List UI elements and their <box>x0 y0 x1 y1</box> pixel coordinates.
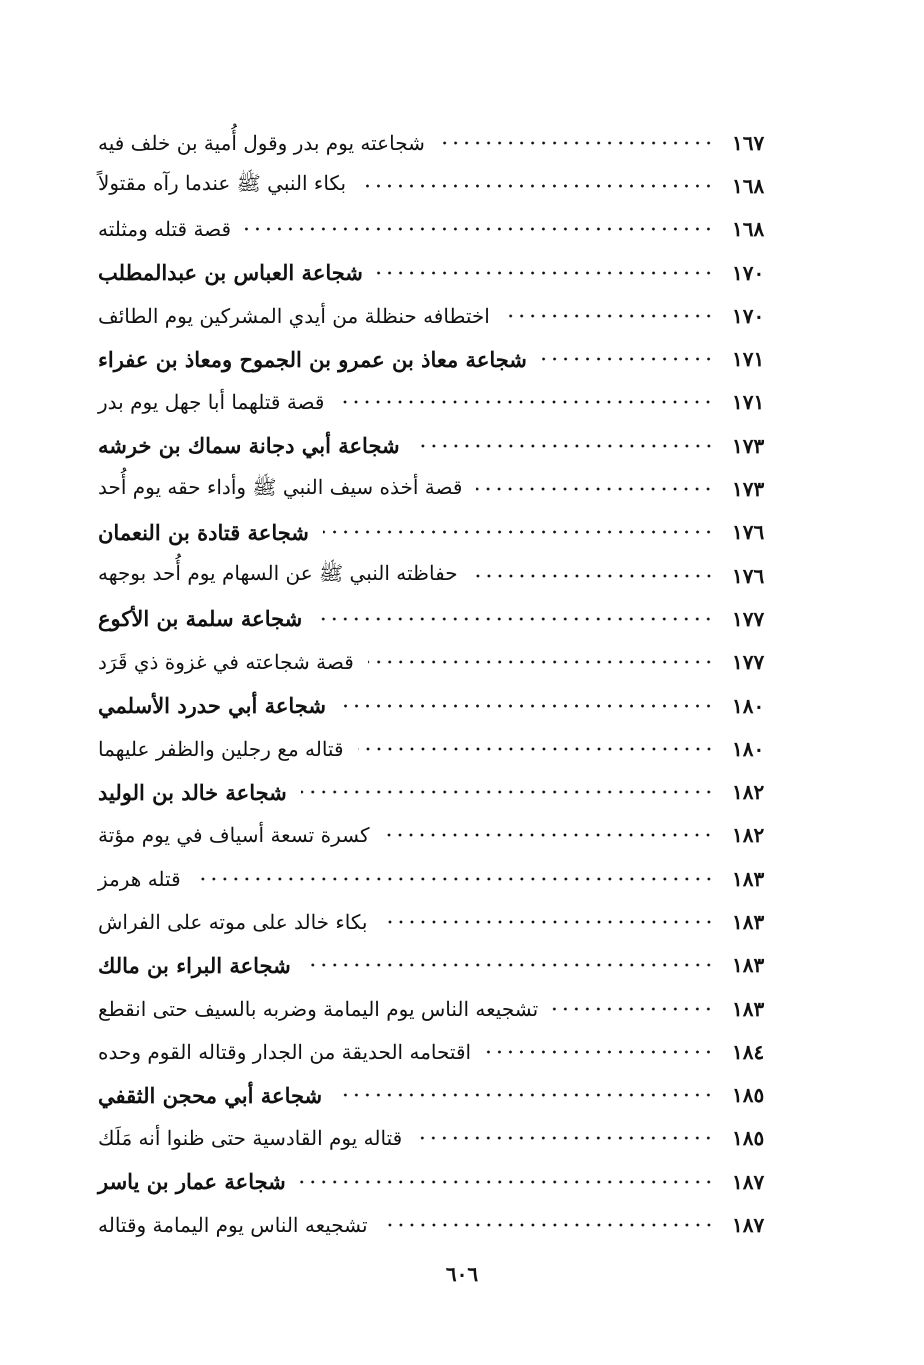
toc-entry-title: قتاله يوم القادسية حتى ظنوا أنه مَلَك <box>98 1126 403 1151</box>
toc-entry-page: ١٧١ <box>732 347 765 372</box>
toc-entry-title: شجاعة أبي دجانة سماك بن خرشه <box>98 433 400 459</box>
toc-entry-page: ١٧٠ <box>732 303 765 328</box>
toc-entry-page: ١٧٧ <box>732 650 765 675</box>
toc-section-heading <box>88 337 788 380</box>
dot-leader <box>416 1132 714 1144</box>
toc-entry <box>88 164 788 207</box>
toc-section-heading <box>88 597 788 640</box>
toc-entry-page: ١٨٣ <box>732 996 765 1021</box>
dot-leader <box>552 1003 714 1015</box>
dot-leader <box>504 310 714 322</box>
toc-entry-title: قصة قتله ومثلته <box>98 217 232 242</box>
toc-entry <box>88 381 788 424</box>
toc-entry-title: شجاعة عمار بن ياسر <box>98 1169 286 1195</box>
toc-entry <box>88 900 788 943</box>
toc-entry-page: ١٨٤ <box>732 1039 765 1064</box>
toc-entry-page: ١٨٧ <box>732 1169 765 1194</box>
dot-leader <box>382 1219 714 1231</box>
toc-entry-title: بكاء النبي ﷺ عندما رآه مقتولاً <box>98 171 347 196</box>
toc-entry-page: ١٦٨ <box>732 217 765 242</box>
dot-leader <box>323 526 714 538</box>
toc-entry-title: اختطافه حنظلة من أيدي المشركين يوم الطائف <box>98 303 490 328</box>
toc-entry-title: شجاعة خالد بن الوليد <box>98 779 287 805</box>
toc-entry <box>88 857 788 900</box>
toc-entry-title: قتاله مع رجلين والظفر عليهما <box>98 736 344 761</box>
toc-entry-title: شجاعته يوم بدر وقول أُمية بن خلف فيه <box>98 130 425 155</box>
toc-entry <box>88 641 788 684</box>
toc-entry-page: ١٧٦ <box>732 563 765 588</box>
toc-entry-title: شجاعة قتادة بن النعمان <box>98 519 309 545</box>
toc-entry-title: شجاعة معاذ بن عمرو بن الجموح ومعاذ بن عفراء <box>98 346 527 372</box>
toc-entry-title: قصة أخذه سيف النبي ﷺ وأداء حقه يوم أُحد <box>98 474 463 499</box>
dot-leader <box>195 873 714 885</box>
toc-entry <box>88 814 788 857</box>
toc-entry-title: حفاظته النبي ﷺ عن السهام يوم أُحد بوجهه <box>98 561 458 586</box>
dot-leader <box>383 829 714 841</box>
toc-entry-page: ١٨٥ <box>732 1083 765 1108</box>
toc-entry <box>88 294 788 337</box>
dot-leader <box>476 483 714 495</box>
dot-leader <box>382 916 714 928</box>
toc-entry-title: شجاعة أبي حدرد الأسلمي <box>98 693 326 718</box>
toc-entry-page: ١٨٥ <box>732 1126 765 1151</box>
toc-entry <box>88 467 788 510</box>
toc-entry <box>88 987 788 1030</box>
toc-entry-title: شجاعة أبي محجن الثقفي <box>98 1082 323 1108</box>
toc-entry-title: تشجيعه الناس يوم اليمامة وقتاله <box>98 1213 368 1238</box>
toc-entry-title: كسرة تسعة أسياف في يوم مؤتة <box>98 823 370 848</box>
table-of-contents <box>88 121 788 1247</box>
page-number: ٦٠٦ <box>445 1262 479 1286</box>
toc-section-heading <box>88 944 788 987</box>
toc-entry <box>88 1030 788 1073</box>
toc-entry-title: تشجيعه الناس يوم اليمامة وضربه بالسيف حتى انقطع <box>98 996 539 1021</box>
dot-leader <box>340 700 714 712</box>
dot-leader <box>358 743 714 755</box>
toc-entry-page: ١٧٠ <box>732 260 765 285</box>
dot-leader <box>472 570 714 582</box>
toc-entry-page: ١٦٨ <box>732 173 765 198</box>
toc-entry <box>88 121 788 164</box>
toc-entry <box>88 727 788 770</box>
toc-entry <box>88 1203 788 1246</box>
toc-entry-title: شجاعة البراء بن مالك <box>98 952 291 978</box>
toc-entry-page: ١٨٢ <box>732 780 765 805</box>
dot-leader <box>414 440 714 452</box>
dot-leader <box>338 396 714 408</box>
toc-entry-page: ١٨٣ <box>732 909 765 934</box>
toc-entry-title: شجاعة سلمة بن الأكوع <box>98 606 303 632</box>
dot-leader <box>336 1089 714 1101</box>
toc-section-heading <box>88 684 788 727</box>
toc-entry-title: شجاعة العباس بن عبدالمطلب <box>98 260 363 286</box>
toc-entry-page: ١٨٠ <box>732 693 765 718</box>
toc-entry-title: قتله هرمز <box>98 866 181 891</box>
toc-entry-page: ١٨٣ <box>732 866 765 891</box>
dot-leader <box>439 137 714 149</box>
toc-entry-page: ١٨٣ <box>732 953 765 978</box>
toc-entry-title: قصة شجاعته في غزوة ذي قَرَد <box>98 650 354 675</box>
dot-leader <box>377 267 714 279</box>
dot-leader <box>301 786 714 798</box>
toc-entry-page: ١٨٧ <box>732 1213 765 1238</box>
toc-entry-page: ١٧٦ <box>732 520 765 545</box>
dot-leader <box>300 1176 714 1188</box>
toc-entry-title: بكاء خالد على موته على الفراش <box>98 909 368 934</box>
dot-leader <box>245 223 714 235</box>
toc-section-heading <box>88 424 788 467</box>
toc-section-heading <box>88 251 788 294</box>
dot-leader <box>541 353 714 365</box>
toc-entry-page: ١٧٣ <box>732 433 765 458</box>
toc-entry-page: ١٨٠ <box>732 736 765 761</box>
toc-entry <box>88 208 788 251</box>
toc-entry <box>88 554 788 597</box>
dot-leader <box>485 1046 714 1058</box>
toc-entry-page: ١٦٧ <box>732 130 765 155</box>
dot-leader <box>360 180 714 192</box>
toc-section-heading <box>88 1074 788 1117</box>
toc-entry-page: ١٧٧ <box>732 606 765 631</box>
toc-entry-page: ١٧٣ <box>732 477 765 502</box>
toc-entry-title: قصة قتلهما أبا جهل يوم بدر <box>98 390 325 415</box>
toc-section-heading <box>88 770 788 813</box>
dot-leader <box>368 656 714 668</box>
toc-entry-title: اقتحامه الحديقة من الجدار وقتاله القوم وحده <box>98 1039 472 1064</box>
toc-section-heading <box>88 1160 788 1203</box>
toc-entry <box>88 1117 788 1160</box>
toc-entry-page: ١٨٢ <box>732 823 765 848</box>
toc-entry-page: ١٧١ <box>732 390 765 415</box>
dot-leader <box>316 613 714 625</box>
dot-leader <box>305 959 714 971</box>
toc-section-heading <box>88 511 788 554</box>
